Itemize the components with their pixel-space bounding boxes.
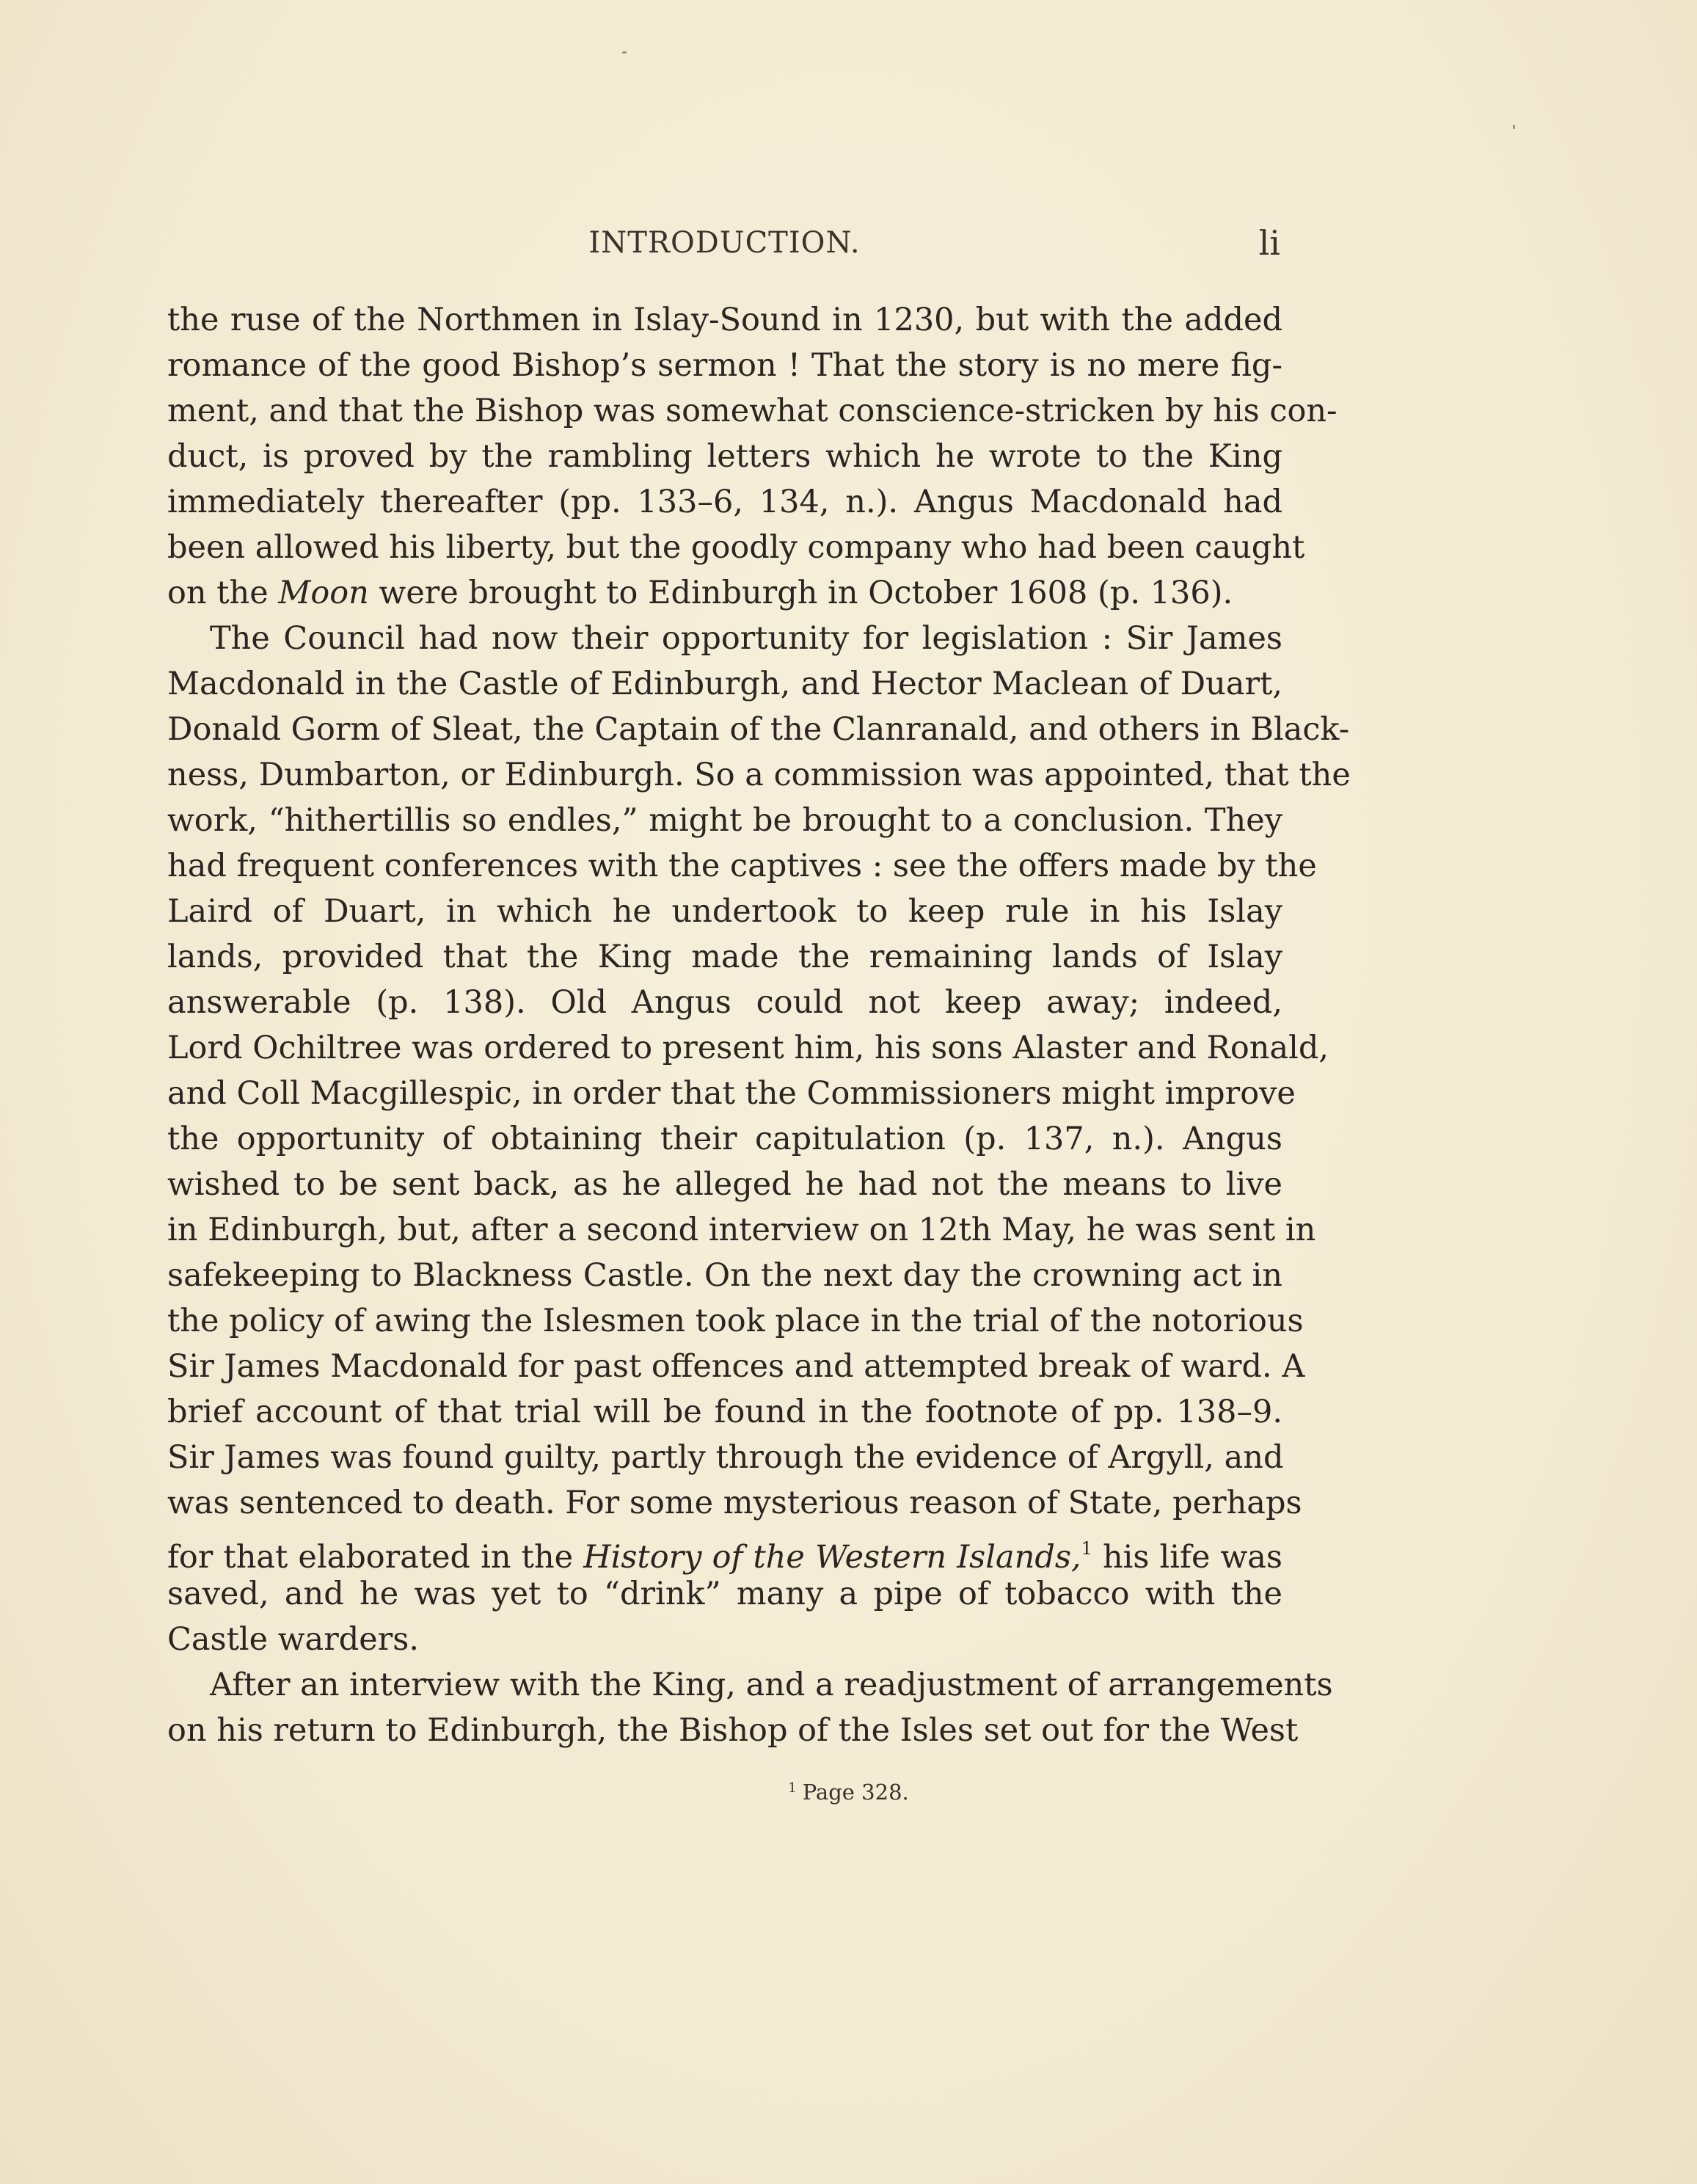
text-line: in Edinburgh, but, after a second interview on 12th May, he was sent in	[167, 1212, 1316, 1248]
footnote	[0, 1780, 1697, 1805]
paper-speck	[622, 51, 627, 54]
footnote-marker: 1	[788, 1780, 797, 1796]
text-line: been allowed his liberty, but the goodly company who had been caught	[167, 529, 1305, 566]
text-line: Sir James Macdonald for past offences and attempted break of ward. A	[167, 1348, 1305, 1385]
text-line: immediately thereafter (pp. 133–6, 134, n.). Angus Macdonald had	[167, 484, 1282, 520]
text-line: and Coll Macgillespic, in order that the Commissioners might improve	[167, 1075, 1296, 1112]
text-line: saved, and he was yet to “drink” many a pipe of tobacco with the	[167, 1576, 1282, 1612]
text-line: lands, provided that the King made the remaining lands of Islay	[167, 939, 1282, 975]
text-line	[167, 570, 1282, 616]
running-head: INTRODUCTION.	[588, 226, 861, 260]
text-line	[167, 1526, 1282, 1576]
text-line: ment, and that the Bishop was somewhat conscience-stricken by his con-	[167, 393, 1337, 429]
text-line: the policy of awing the Islesmen took place in the trial of the notorious	[167, 1303, 1304, 1339]
text-line: safekeeping to Blackness Castle. On the next day the crowning act in	[167, 1257, 1282, 1294]
text-line: the opportunity of obtaining their capitulation (p. 137, n.). Angus	[167, 1121, 1282, 1157]
text-line: was sentenced to death. For some mysterious reason of State, perhaps	[167, 1485, 1302, 1521]
ship-name-moon: Moon	[278, 575, 369, 611]
body-text	[167, 297, 1351, 1753]
text-line: work, “hithertillis so endles,” might be brought to a conclusion. They	[167, 802, 1282, 839]
text-line: Donald Gorm of Sleat, the Captain of the Clanranald, and others in Black-	[167, 711, 1350, 748]
book-title-history: History of the Western Islands,	[583, 1539, 1081, 1576]
text-line: the ruse of the Northmen in Islay-Sound in 1230, but with the added	[167, 302, 1282, 338]
page-header	[169, 219, 1280, 270]
footnote-text: Page 328.	[802, 1780, 909, 1805]
text-fragment: on the	[167, 575, 279, 611]
text-fragment: his life was	[1092, 1539, 1282, 1576]
text-fragment: were brought to Edinburgh in October 1608 (p. 136).	[368, 575, 1233, 611]
text-line: had frequent conferences with the captives : see the offers made by the	[167, 848, 1317, 884]
text-line: Castle warders.	[167, 1621, 420, 1658]
text-line: answerable (p. 138). Old Angus could not keep away; indeed,	[167, 984, 1282, 1021]
footnote-reference: 1	[1081, 1538, 1092, 1559]
text-line: wished to be sent back, as he alleged he had not the means to live	[167, 1166, 1282, 1203]
text-line: Laird of Duart, in which he undertook to keep rule in his Islay	[167, 893, 1282, 930]
text-line: Macdonald in the Castle of Edinburgh, and Hector Maclean of Duart,	[167, 666, 1282, 702]
text-line: After an interview with the King, and a readjustment of arrangements	[210, 1667, 1333, 1703]
text-line: Lord Ochiltree was ordered to present him, his sons Alaster and Ronald,	[167, 1030, 1329, 1066]
text-line: on his return to Edinburgh, the Bishop of the Isles set out for the West	[167, 1712, 1299, 1749]
text-fragment: for that elaborated in the	[167, 1539, 584, 1576]
text-line: The Council had now their opportunity for legislation : Sir James	[210, 620, 1282, 657]
page-number: li	[1258, 223, 1280, 263]
text-line: duct, is proved by the rambling letters which he wrote to the King	[167, 438, 1282, 475]
text-line: Sir James was found guilty, partly through the evidence of Argyll, and	[167, 1439, 1284, 1476]
text-line: romance of the good Bishop’s sermon ! That the story is no mere fig-	[167, 347, 1282, 384]
text-line: ness, Dumbarton, or Edinburgh. So a commission was appointed, that the	[167, 757, 1351, 793]
text-line: brief account of that trial will be found in the footnote of pp. 138–9.	[167, 1394, 1282, 1430]
paper-speck	[1513, 125, 1515, 129]
